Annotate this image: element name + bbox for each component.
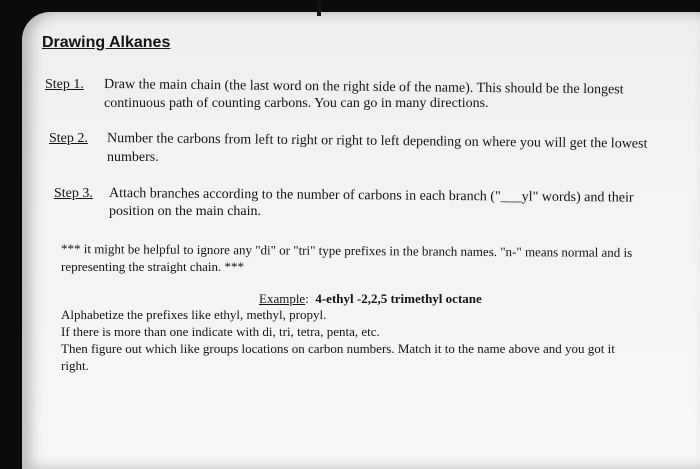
instruction-line-1: Alphabetize the prefixes like ethyl, methyl, propyl.: [61, 307, 327, 322]
step-1-line-2: continuous path of counting carbons. You can go in many directions.: [104, 96, 489, 111]
example-name: 4-ethyl -2,2,5 trimethyl octane: [315, 291, 482, 306]
instruction-line-2: If there is more than one indicate with di, tri, tetra, penta, etc.: [61, 324, 380, 339]
page-title: Drawing Alkanes: [42, 34, 171, 51]
example-heading: [259, 291, 482, 307]
note-line-1: *** it might be helpful to ignore any "di" or "tri" type prefixes in the branch names. "n-" means normal and is: [60, 241, 633, 260]
instruction-line-4: right.: [61, 358, 89, 373]
instruction-line-3: Then figure out which like groups locations on carbon numbers. Match it to the name above and you got it: [61, 341, 615, 356]
step-1-label: Step 1.: [45, 77, 84, 92]
step-1-line-1: Draw the main chain (the last word on the right side of the name). This should be the longest: [103, 77, 624, 98]
step-3-line-2: position on the main chain.: [109, 204, 262, 219]
top-edge-mark: [317, 0, 321, 16]
example-colon: :: [305, 291, 309, 306]
step-3-label: Step 3.: [54, 186, 93, 201]
step-2-line-1: Number the carbons from left to right or right to left depending on where you will get the lowest: [106, 131, 648, 152]
note-line-2: representing the straight chain. ***: [61, 259, 245, 274]
example-label: Example: [259, 291, 306, 306]
step-2-line-2: numbers.: [107, 150, 159, 165]
step-3-line-1: Attach branches according to the number of carbons in each branch ("___yl" words) and their: [108, 186, 634, 206]
step-2-label: Step 2.: [49, 131, 88, 146]
